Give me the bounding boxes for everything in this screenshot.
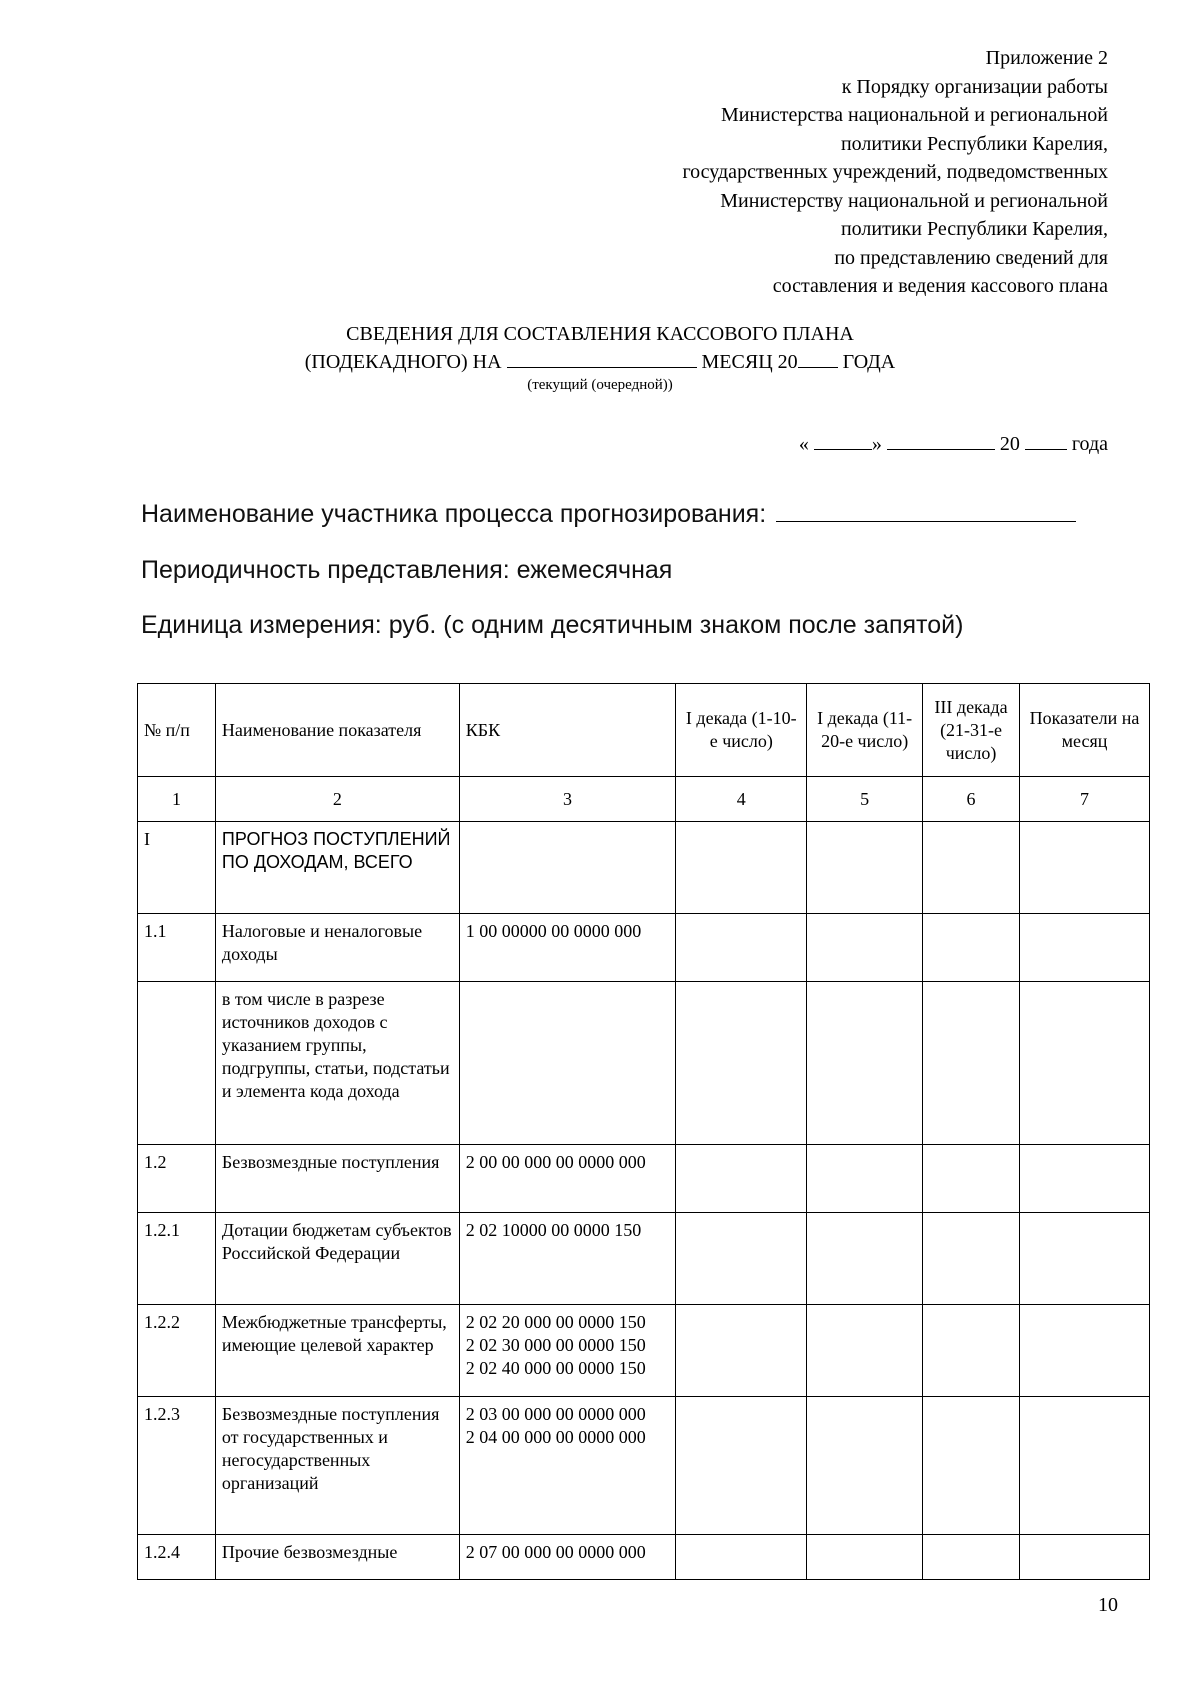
row-number: 1.2.2 <box>138 1305 216 1397</box>
table-row <box>138 1305 1150 1397</box>
page-number: 10 <box>1098 1594 1118 1616</box>
row-name: Межбюджетные трансферты, имеющие целевой характер <box>215 1305 459 1397</box>
title-line-2-end: ГОДА <box>842 351 896 373</box>
title-line-2 <box>0 348 1200 376</box>
row-name: Прочие безвозмездные <box>215 1535 459 1580</box>
table-row <box>138 1397 1150 1535</box>
table-row <box>138 1213 1150 1305</box>
header-cell: Показатели на месяц <box>1020 684 1150 777</box>
row-name: ПРОГНОЗ ПОСТУПЛЕНИЙ ПО ДОХОДАМ, ВСЕГО <box>215 822 459 914</box>
month-total-cell[interactable] <box>1020 822 1150 914</box>
table-row <box>138 982 1150 1145</box>
title-line-2-month: МЕСЯЦ 20 <box>701 351 798 373</box>
decade-3-cell[interactable] <box>923 822 1020 914</box>
column-number-row <box>138 777 1150 822</box>
decade-1-cell[interactable] <box>676 1213 807 1305</box>
row-number: 1.2.4 <box>138 1535 216 1580</box>
appendix-header <box>548 44 1108 301</box>
row-number: 1.2.1 <box>138 1213 216 1305</box>
appendix-line: по представлению сведений для <box>834 246 1108 269</box>
column-number: 4 <box>676 777 807 822</box>
month-total-cell[interactable] <box>1020 1535 1150 1580</box>
date-year-blank-field[interactable] <box>1025 432 1067 450</box>
appendix-line: государственных учреждений, подведомственных <box>682 161 1108 183</box>
unit-line: Единица измерения: руб. (с одним десятичным знаком после запятой) <box>141 611 964 639</box>
decade-1-cell[interactable] <box>676 914 807 982</box>
appendix-line: Министерства национальной и региональной <box>720 104 1108 126</box>
row-kbk <box>459 822 676 914</box>
decade-2-cell[interactable] <box>807 914 923 982</box>
header-cell: I декада (11-20-е число) <box>807 684 923 777</box>
decade-2-cell[interactable] <box>807 1305 923 1397</box>
decade-2-cell[interactable] <box>807 1397 923 1535</box>
decade-3-cell[interactable] <box>923 914 1020 982</box>
header-cell: Наименование показателя <box>215 684 459 777</box>
column-number: 6 <box>923 777 1020 822</box>
month-total-cell[interactable] <box>1020 914 1150 982</box>
decade-3-cell[interactable] <box>923 982 1020 1145</box>
month-total-cell[interactable] <box>1020 1213 1150 1305</box>
table-row <box>138 1145 1150 1213</box>
month-total-cell[interactable] <box>1020 1145 1150 1213</box>
row-name: Налоговые и неналоговые доходы <box>215 914 459 982</box>
row-name: в том числе в разрезе источников доходов с указанием группы, подгруппы, статьи, подстатьи и элемента кода дохода <box>215 982 459 1145</box>
table-row <box>138 1535 1150 1580</box>
row-number <box>138 982 216 1145</box>
decade-1-cell[interactable] <box>676 822 807 914</box>
appendix-line: к Порядку организации работы <box>841 75 1108 98</box>
decade-1-cell[interactable] <box>676 982 807 1145</box>
decade-3-cell[interactable] <box>923 1535 1020 1580</box>
decade-1-cell[interactable] <box>676 1305 807 1397</box>
decade-1-cell[interactable] <box>676 1145 807 1213</box>
open-quote: « <box>798 433 809 455</box>
decade-1-cell[interactable] <box>676 1535 807 1580</box>
date-month-blank-field[interactable] <box>887 432 995 450</box>
year-prefix: 20 <box>999 433 1020 455</box>
header-cell: I декада (1-10-е число) <box>676 684 807 777</box>
header-cell: КБК <box>459 684 676 777</box>
decade-2-cell[interactable] <box>807 1535 923 1580</box>
document-title <box>0 320 1200 376</box>
row-kbk: 2 02 20 000 00 0000 150 2 02 30 000 00 0000 150 2 02 40 000 00 0000 150 <box>459 1305 676 1397</box>
header-cell: № п/п <box>138 684 216 777</box>
row-name: Дотации бюджетам субъектов Российской Федерации <box>215 1213 459 1305</box>
participant-blank-field[interactable] <box>776 500 1076 522</box>
row-kbk: 2 00 00 000 00 0000 000 <box>459 1145 676 1213</box>
cash-plan-table <box>137 683 1150 1580</box>
month-total-cell[interactable] <box>1020 1305 1150 1397</box>
row-name: Безвозмездные поступления <box>215 1145 459 1213</box>
decade-2-cell[interactable] <box>807 1213 923 1305</box>
participant-label: Наименование участника процесса прогнозирования: <box>141 500 767 528</box>
date-line <box>799 432 1108 456</box>
row-kbk: 2 07 00 000 00 0000 000 <box>459 1535 676 1580</box>
decade-2-cell[interactable] <box>807 822 923 914</box>
row-number: 1.1 <box>138 914 216 982</box>
appendix-line: политики Республики Карелия, <box>840 218 1108 240</box>
year-suffix: года <box>1071 433 1108 455</box>
row-kbk: 2 02 10000 00 0000 150 <box>459 1213 676 1305</box>
title-line-1: СВЕДЕНИЯ ДЛЯ СОСТАВЛЕНИЯ КАССОВОГО ПЛАНА <box>346 323 854 345</box>
column-number: 5 <box>807 777 923 822</box>
row-number: 1.2 <box>138 1145 216 1213</box>
appendix-line: Министерству национальной и региональной <box>720 189 1108 212</box>
appendix-line: Приложение 2 <box>985 47 1108 69</box>
decade-2-cell[interactable] <box>807 1145 923 1213</box>
title-line-2-start: (ПОДЕКАДНОГО) НА <box>304 351 502 373</box>
table-header-row <box>138 684 1150 777</box>
row-kbk: 2 03 00 000 00 0000 000 2 04 00 000 00 0000 000 <box>459 1397 676 1535</box>
row-name: Безвозмездные поступления от государственных и негосударственных организаций <box>215 1397 459 1535</box>
header-cell: III декада (21-31-е число) <box>923 684 1020 777</box>
close-quote: » <box>871 433 882 455</box>
decade-3-cell[interactable] <box>923 1213 1020 1305</box>
column-number: 7 <box>1020 777 1150 822</box>
row-kbk: 1 00 00000 00 0000 000 <box>459 914 676 982</box>
month-hint: (текущий (очередной)) <box>527 377 673 393</box>
month-total-cell[interactable] <box>1020 982 1150 1145</box>
year-blank-field[interactable] <box>798 350 838 368</box>
row-number: 1.2.3 <box>138 1397 216 1535</box>
appendix-line: политики Республики Карелия, <box>840 132 1108 155</box>
decade-2-cell[interactable] <box>807 982 923 1145</box>
table-row <box>138 914 1150 982</box>
table-row <box>138 822 1150 914</box>
column-number: 1 <box>138 777 216 822</box>
month-blank-field[interactable] <box>507 350 697 368</box>
periodicity-line: Периодичность представления: ежемесячная <box>141 556 673 584</box>
decade-3-cell[interactable] <box>923 1145 1020 1213</box>
day-blank-field[interactable] <box>814 432 872 450</box>
month-total-cell[interactable] <box>1020 1397 1150 1535</box>
decade-3-cell[interactable] <box>923 1305 1020 1397</box>
row-number: I <box>138 822 216 914</box>
column-number: 2 <box>215 777 459 822</box>
participant-line <box>141 500 1076 529</box>
row-kbk <box>459 982 676 1145</box>
decade-3-cell[interactable] <box>923 1397 1020 1535</box>
decade-1-cell[interactable] <box>676 1397 807 1535</box>
appendix-line: составления и ведения кассового плана <box>772 275 1108 297</box>
column-number: 3 <box>459 777 676 822</box>
